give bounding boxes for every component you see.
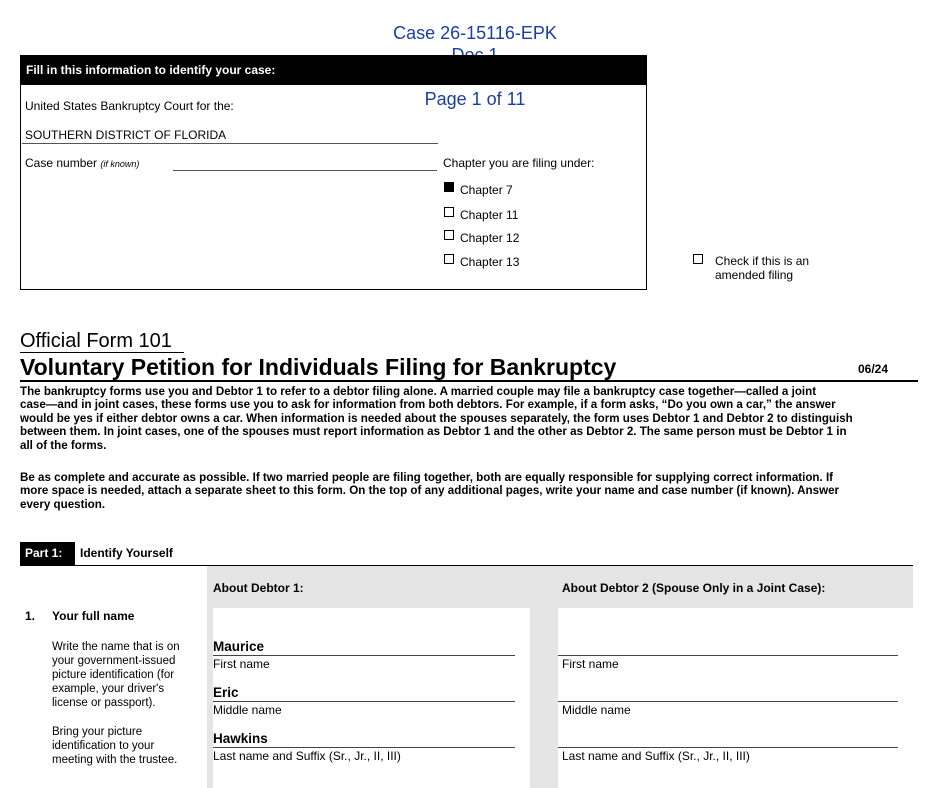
debtor2-middle-name-label: Middle name <box>562 703 631 717</box>
case-number-field[interactable] <box>173 154 437 171</box>
help-line: meeting with the trustee. <box>52 754 178 766</box>
debtor1-last-name-label: Last name and Suffix (Sr., Jr., II, III) <box>213 749 401 763</box>
debtor1-middle-name-field[interactable]: Eric <box>213 685 239 700</box>
debtor2-first-name-label: First name <box>562 657 619 671</box>
help-line: Bring your picture <box>52 726 143 738</box>
case-identification-box <box>20 55 647 290</box>
instructions-line: all of the forms. <box>20 438 107 452</box>
case-number-hint: (if known) <box>100 159 140 169</box>
district-underline <box>22 143 438 144</box>
chapter-12-label: Chapter 12 <box>460 231 520 245</box>
district-value: SOUTHERN DISTRICT OF FLORIDA <box>25 128 227 142</box>
chapter-7-label: Chapter 7 <box>460 183 513 197</box>
chapter-label: Chapter you are filing under: <box>443 156 595 170</box>
debtor1-last-name-field[interactable]: Hawkins <box>213 731 268 746</box>
court-label: United States Bankruptcy Court for the: <box>25 99 234 113</box>
debtor2-middle-name-field[interactable] <box>562 685 896 701</box>
instructions-line: Be as complete and accurate as possible. If two married people are filing together, both are equally responsible for supplying correct information. If <box>20 471 834 484</box>
debtor1-middle-name-label: Middle name <box>213 703 282 717</box>
debtor2-middle-name-line <box>558 701 898 702</box>
form-title: Voluntary Petition for Individuals Filing for Bankruptcy <box>20 354 617 380</box>
title-rule <box>20 380 918 382</box>
debtor1-first-name-line <box>213 655 515 656</box>
debtor1-first-name-field[interactable]: Maurice <box>213 639 265 654</box>
instructions-line: more space is needed, attach a separate sheet to this form. On the top of any additional pages, write your name and case number (if known). Answer <box>20 484 840 498</box>
help-line: picture identification (for <box>52 669 175 681</box>
amended-filing-label-2: amended filing <box>715 268 794 282</box>
help-line: license or passport). <box>52 697 156 709</box>
debtor1-middle-name-line <box>213 701 515 702</box>
instructions-line: The bankruptcy forms use you and Debtor 1 to refer to a debtor filing alone. A married couple may file a bankruptcy case together—called a joint <box>20 385 817 398</box>
question-1-help-2 <box>52 725 204 767</box>
instructions-paragraph-2 <box>20 471 918 511</box>
debtor2-last-name-line <box>558 747 898 748</box>
chapter-11-checkbox[interactable] <box>444 207 454 217</box>
form-number: Official Form 101 <box>20 330 172 352</box>
instructions-paragraph-1 <box>20 385 918 452</box>
case-number-label <box>25 156 139 171</box>
amended-filing-checkbox[interactable] <box>693 254 703 264</box>
instructions-line: would be yes if either debtor owns a car. When information is needed about the spouses separately, the form uses Debtor 1 and Debtor 2 to distinguish <box>20 411 853 425</box>
debtor2-first-name-line <box>558 655 898 656</box>
instructions-line: case—and in joint cases, these forms use you to ask for information from both debtors. For example, if a form asks, “Do you own a car,” the answer <box>20 398 836 412</box>
debtor1-last-name-line <box>213 747 515 748</box>
amended-filing-label-1: Check if this is an <box>715 254 810 268</box>
chapter-13-label: Chapter 13 <box>460 255 520 269</box>
help-line: identification to your <box>52 740 155 752</box>
help-line: Write the name that is on <box>52 641 180 653</box>
case-number-header: Case 26-15116-EPK <box>393 23 557 43</box>
form-date: 06/24 <box>858 362 889 376</box>
part-1-badge: Part 1: <box>20 542 75 565</box>
instructions-line: between them. In joint cases, one of the spouses must report information as Debtor 1 and the other as Debtor 2. The same person must be Debtor 1 in <box>20 425 847 439</box>
help-line: your government-issued <box>52 655 176 667</box>
chapter-12-checkbox[interactable] <box>444 230 454 240</box>
question-1-label: Your full name <box>52 609 135 623</box>
debtor2-first-name-field[interactable] <box>562 639 896 655</box>
debtor1-header: About Debtor 1: <box>213 581 304 595</box>
case-identification-header: Fill in this information to identify your case: <box>20 55 647 85</box>
page-count-header: Page 1 of 11 <box>424 89 526 109</box>
debtor2-last-name-label: Last name and Suffix (Sr., Jr., II, III) <box>562 749 750 763</box>
instructions-line: every question. <box>20 497 106 511</box>
chapter-11-label: Chapter 11 <box>460 208 519 222</box>
form-number-underline <box>20 352 184 353</box>
part-1-title: Identify Yourself <box>80 546 173 560</box>
debtor2-header: About Debtor 2 (Spouse Only in a Joint Case): <box>562 581 826 595</box>
question-1-help <box>52 640 204 710</box>
help-line: example, your driver's <box>52 683 165 695</box>
case-number-label-text: Case number <box>25 156 98 170</box>
chapter-13-checkbox[interactable] <box>444 254 454 264</box>
question-1-number: 1. <box>25 609 36 623</box>
debtor-column-separator <box>530 608 558 788</box>
debtor1-first-name-label: First name <box>213 657 270 671</box>
chapter-7-checkbox[interactable] <box>444 182 454 192</box>
debtor2-last-name-field[interactable] <box>562 731 896 747</box>
